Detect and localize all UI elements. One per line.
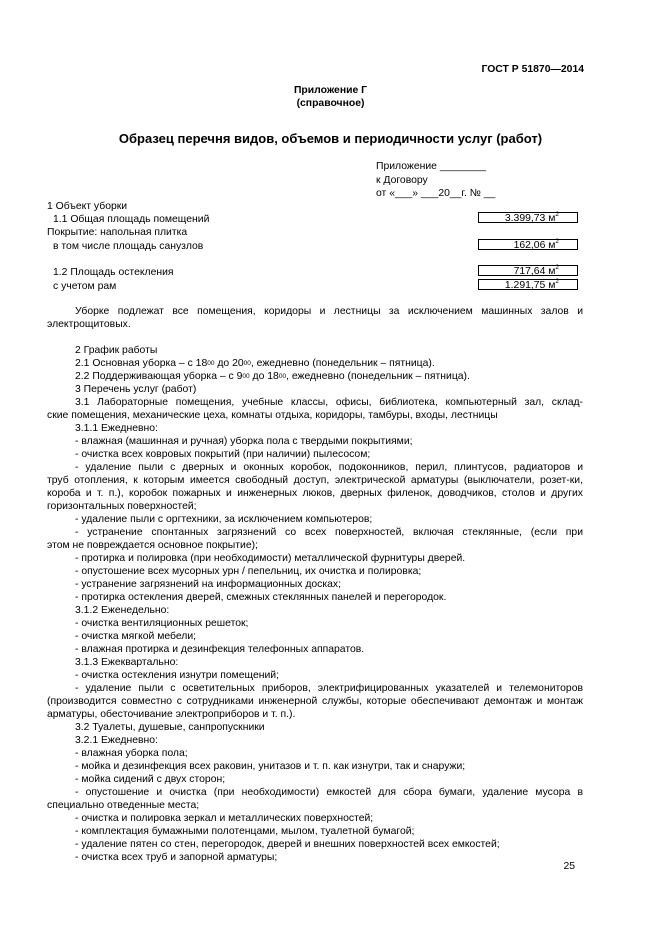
support-cleaning-b: до 18 (249, 371, 279, 382)
frames-unit-exponent: 2 (555, 277, 559, 285)
toilet-item: - очистка всех труб и запорной арматуры; (75, 852, 278, 863)
support-cleaning-exp2: 00 (278, 373, 287, 380)
main-cleaning-exp1: 00 (207, 360, 215, 367)
daily-item: - протирка остекления дверей, смежных стеклянных панелей и перегородок. (75, 592, 447, 603)
glazing-unit-exponent: 2 (555, 263, 559, 271)
standard-number: ГОСТ Р 51870—2014 (481, 64, 584, 75)
daily-item: - протирка и полировка (при необходимости) металлической фурнитуры дверей. (75, 553, 466, 564)
support-cleaning-a: 2.2 Поддерживающая уборка – с 9 (75, 371, 243, 382)
contract-ref-line3: от «___» ___20__г. № __ (376, 188, 496, 199)
glazing-label: 1.2 Площадь остекления (53, 267, 174, 278)
daily-item-cont: этом не повреждается основное покрытие); (47, 540, 258, 551)
toilet-item: - комплектация бумажными полотенцами, мылом, туалетной бумагой; (75, 826, 415, 837)
daily-item: - устранение спонтанных загрязнений со всех поверхностей, включая стеклянные, (если при (75, 527, 583, 538)
contract-ref-line2: к Договору (376, 175, 428, 186)
quarterly-item-cont: (производится совместно с сотрудниками инженерной службы, которые обеспечивают демонтаж и монтаж арматуры, обесточивание электроприборов и т. п.). (47, 696, 583, 721)
section-3-1-1: 3.1.1 Ежедневно: (75, 423, 158, 434)
area-value: 3.399,73 м (504, 213, 556, 224)
frames-value: 1.291,75 м (504, 280, 556, 291)
daily-item: - удаление пыли с оргтехники, за исключением компьютеров; (75, 514, 373, 525)
glazing-value: 717,64 м (513, 266, 556, 277)
quarterly-item: - очистка остекления изнутри помещений; (75, 670, 279, 681)
object-heading: 1 Объект уборки (47, 201, 128, 212)
section-3-1-2: 3.1.2 Еженедельно: (75, 605, 170, 616)
support-cleaning-line (75, 370, 470, 383)
frames-label: с учетом рам (53, 281, 117, 292)
intro-paragraph: Уборке подлежат все помещения, коридоры и лестницы за исключением машинных залов и электрощитовых. (47, 306, 583, 331)
contract-ref-line1: Приложение ________ (376, 161, 487, 172)
schedule-heading: 2 График работы (75, 345, 158, 356)
toilet-item: - влажная уборка пола; (75, 748, 188, 759)
main-cleaning-b: до 20 (214, 358, 244, 369)
area-label: 1.1 Общая площадь помещений (53, 214, 210, 225)
daily-item-cont: труб отопления, к которым имеется свободный доступ, электрической арматуры (выключатели, розет-ки, короба и т. п.), коробок пожарных и инженерных люков, дверных филенок, доводчиков, столов и других горизонтальных поверхностей; (47, 475, 583, 513)
daily-item: - устранение загрязнений на информационных досках; (75, 579, 342, 590)
frames-value-box (478, 279, 578, 290)
quarterly-item: - удаление пыли с осветительных приборов, электрифицированных указателей и телемониторов (75, 683, 583, 694)
weekly-item: - очистка вентиляционных решеток; (75, 618, 249, 629)
area-unit-exponent: 2 (555, 210, 559, 218)
toilet-item: - удаление пятен со стен, перегородок, дверей и внешних поверхностей всех емкостей; (75, 839, 500, 850)
toilet-item-cont: специально отведенные места; (47, 800, 200, 811)
section-3-2: 3.2 Туалеты, душевые, санпропускники (75, 722, 265, 733)
document-title: Образец перечня видов, объемов и периодичности услуг (работ) (118, 131, 543, 146)
main-cleaning-exp2: 00 (243, 360, 251, 367)
glazing-value-box (478, 265, 578, 276)
support-cleaning-exp1: 00 (242, 373, 250, 380)
sanitary-unit-exponent: 2 (555, 237, 559, 245)
coating-label: Покрытие: напольная плитка (47, 227, 188, 238)
weekly-item: - очистка мягкой мебели; (75, 631, 197, 642)
daily-item: - опустошение всех мусорных урн / пепельниц, их очистка и полировка; (75, 566, 422, 577)
appendix-subtitle: (справочное) (296, 98, 365, 109)
daily-item: - очистка всех ковровых покрытий (при наличии) пылесосом; (75, 449, 371, 460)
sanitary-value-box (478, 239, 578, 250)
main-cleaning-c: , ежедневно (понедельник – пятница). (250, 358, 435, 369)
toilet-item: - мойка и дезинфекция всех раковин, унитазов и т. п. как изнутри, так и снаружи; (75, 761, 466, 772)
services-heading: 3 Перечень услуг (работ) (75, 384, 197, 395)
page-number: 25 (563, 861, 575, 872)
section-3-2-1: 3.2.1 Ежедневно: (75, 735, 158, 746)
main-cleaning-line (75, 357, 435, 370)
toilet-item: - очистка и полировка зеркал и металлических поверхностей; (75, 813, 374, 824)
daily-item: - влажная (машинная и ручная) уборка пола с твердыми покрытиями; (75, 436, 413, 447)
toilet-item: - мойка сидений с двух сторон; (75, 774, 226, 785)
toilet-item: - опустошение и очистка (при необходимости) емкостей для сбора бумаги, удаление мусора в (75, 787, 583, 798)
daily-item: - удаление пыли с дверных и оконных коробок, подоконников, перил, плинтусов, радиаторов и (75, 462, 583, 473)
section-3-1-cont: ские помещения, механические цеха, комнаты отдыха, коридоры, тамбуры, входы, лестницы (47, 410, 498, 421)
main-cleaning-a: 2.1 Основная уборка – с 18 (75, 358, 208, 369)
appendix-title: Приложение Г (293, 85, 368, 96)
area-value-box (478, 212, 578, 223)
support-cleaning-c: , ежедневно (понедельник – пятница). (286, 371, 470, 382)
sanitary-label: в том числе площадь санузлов (53, 241, 204, 252)
section-3-1: 3.1 Лабораторные помещения, учебные классы, офисы, библиотека, компьютерный зал, склад- (75, 397, 583, 408)
weekly-item: - влажная протирка и дезинфекция телефонных аппаратов. (75, 644, 365, 655)
section-3-1-3: 3.1.3 Ежеквартально: (75, 657, 179, 668)
sanitary-value: 162,06 м (513, 240, 556, 251)
